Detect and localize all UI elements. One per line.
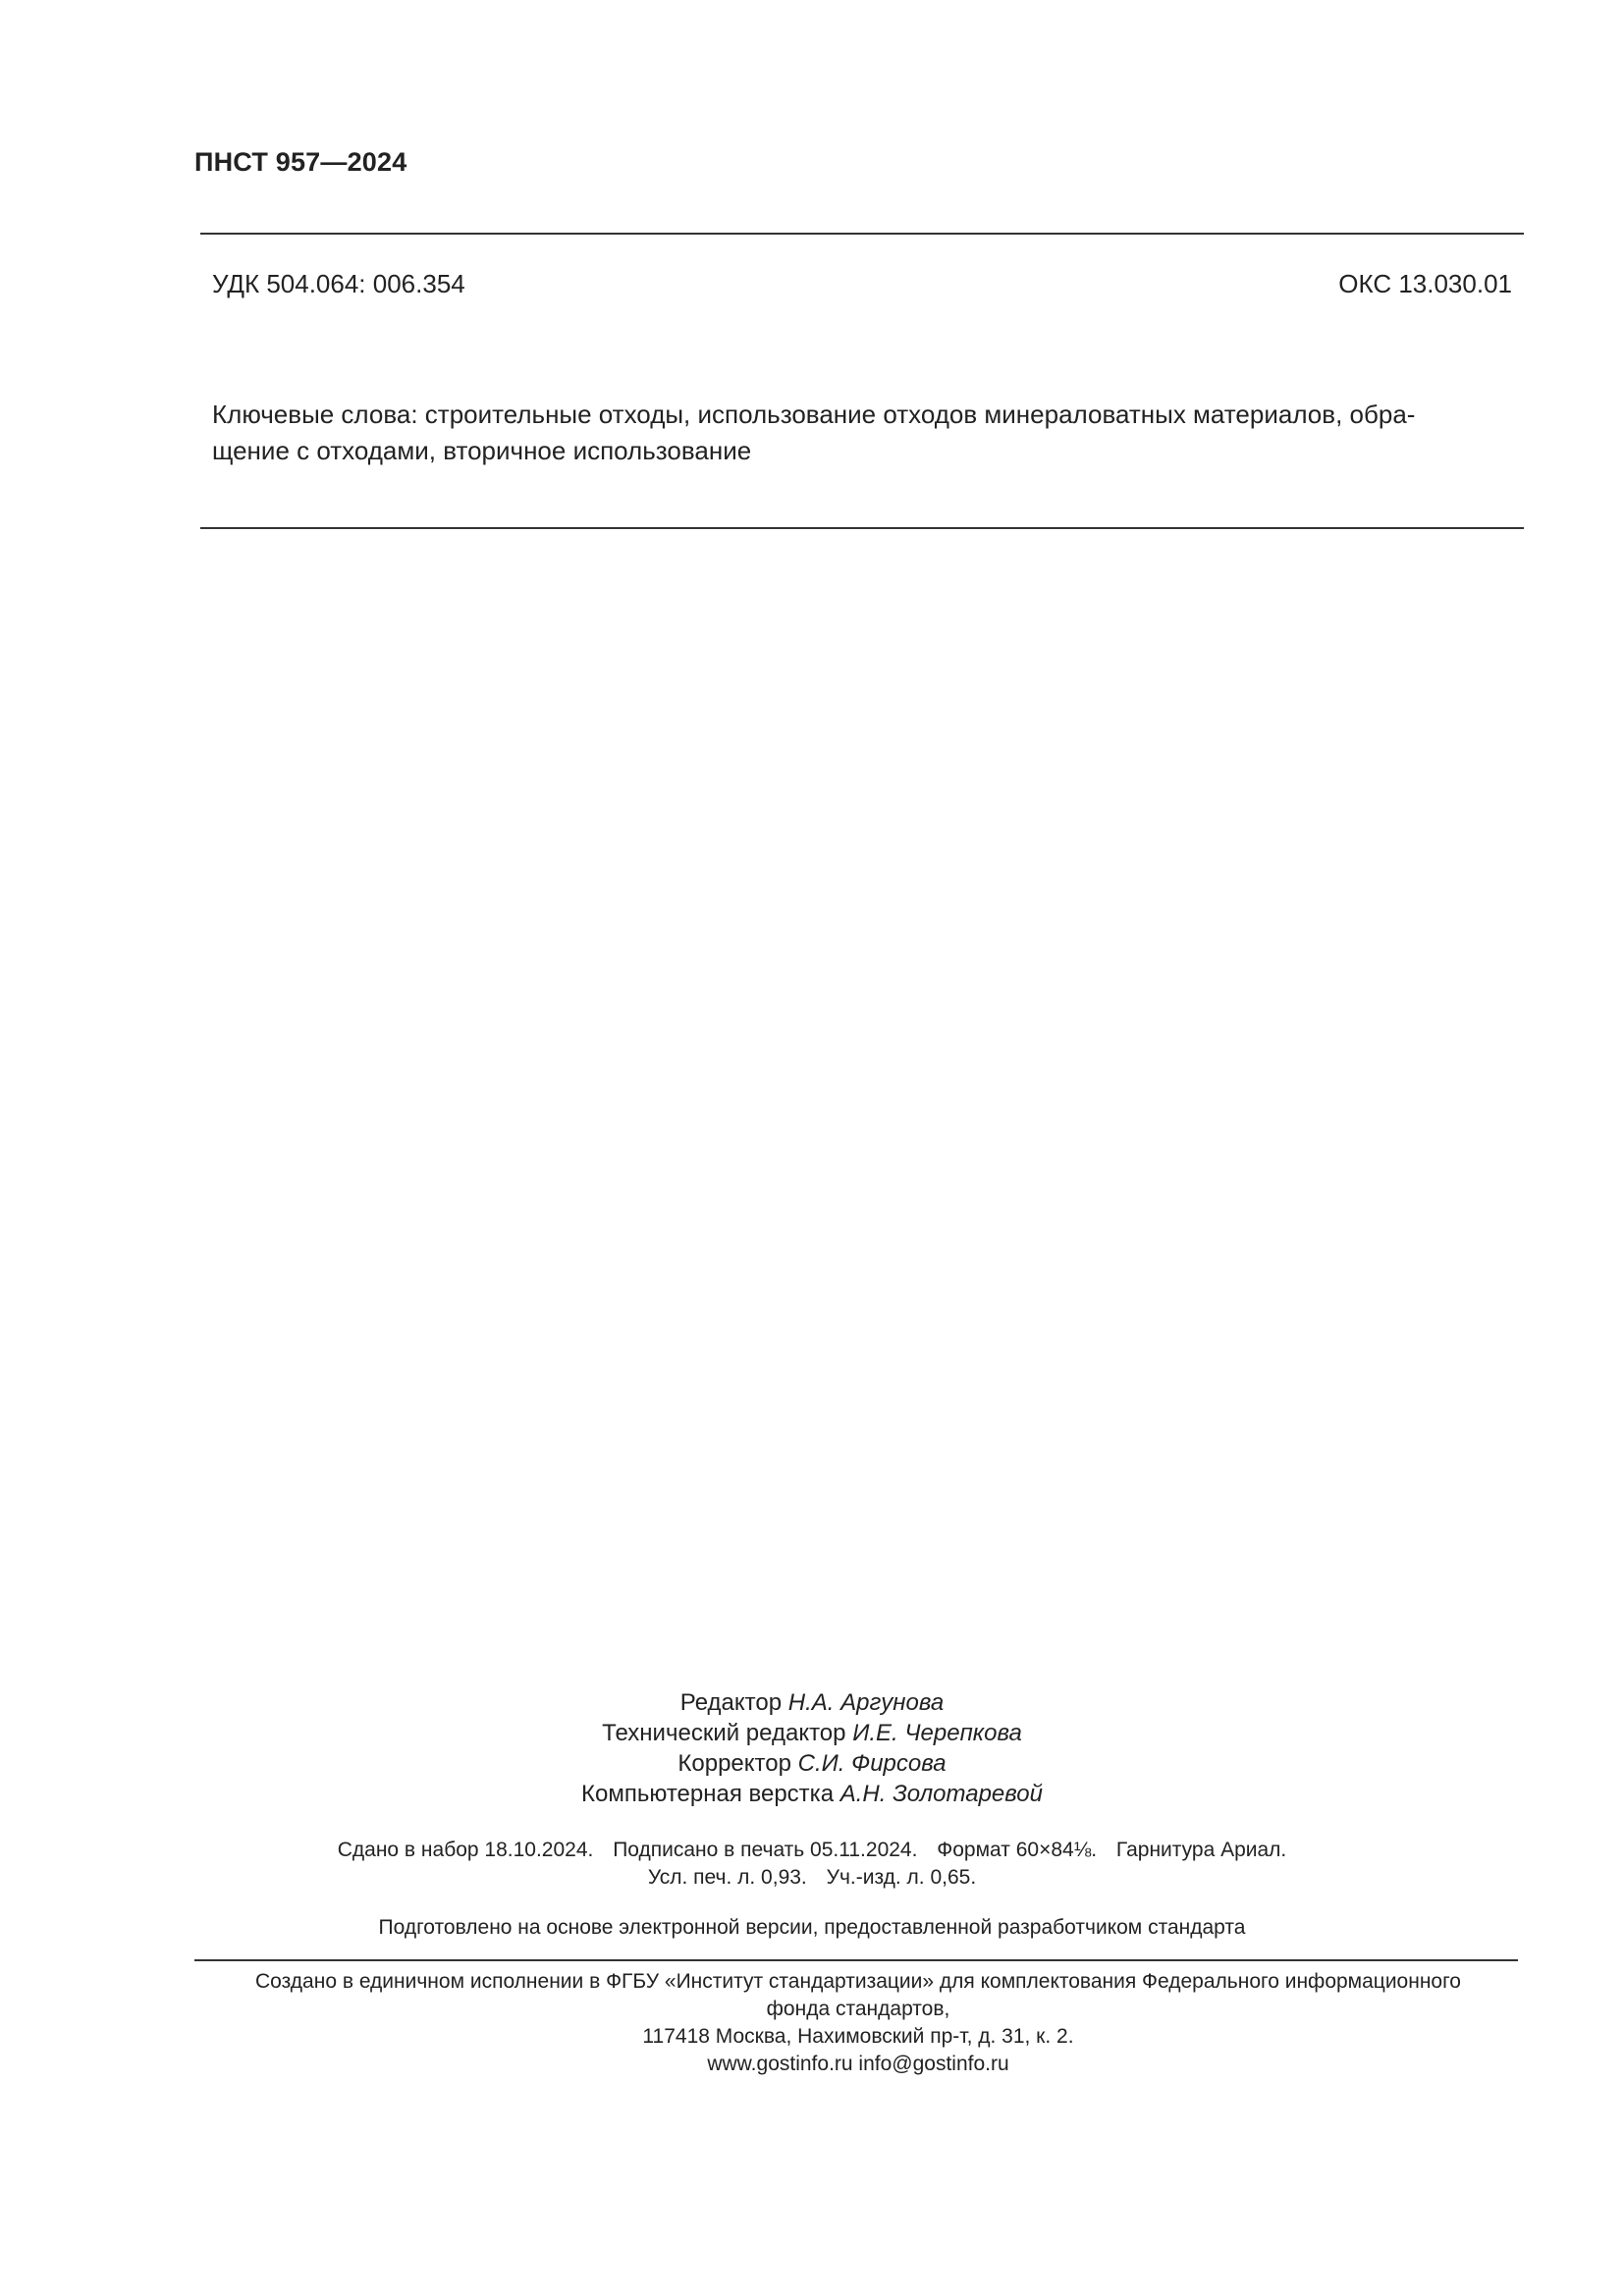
- keywords-paragraph: [212, 397, 1518, 469]
- imprint-details: [0, 1837, 1624, 1892]
- print-sheets: Усл. печ. л. 0,93.: [647, 1866, 807, 1889]
- bottom-divider: [194, 1959, 1518, 1961]
- layout-role: Компьютерная верстка: [581, 1781, 835, 1807]
- document-code: ПНСТ 957—2024: [194, 147, 407, 177]
- prepared-note: Подготовлено на основе электронной версии, предоставленной разработчиком стандарта: [378, 1916, 1246, 1939]
- imprint-line-1: [0, 1837, 1624, 1864]
- signed-date: Подписано в печать 05.11.2024.: [613, 1839, 918, 1861]
- editor-name: Н.А. Аргунова: [787, 1689, 945, 1716]
- publisher-info: [200, 1968, 1516, 2078]
- proofreader-name: С.И. Фирсова: [797, 1750, 947, 1777]
- website-link[interactable]: www.gostinfo.ru: [707, 2053, 853, 2075]
- keywords-line-1: Ключевые слова: строительные отходы, использование отходов минераловатных материалов, обра-: [212, 400, 1416, 429]
- staff-credits: [0, 1687, 1624, 1809]
- paper-format: Формат 60×84⅛.: [937, 1839, 1098, 1861]
- editor-line: [0, 1687, 1624, 1718]
- tech-editor-line: [0, 1718, 1624, 1748]
- publisher-line-2: фонда стандартов,: [766, 1998, 950, 2020]
- tech-editor-role: Технический редактор: [602, 1720, 846, 1746]
- submitted-date: Сдано в набор 18.10.2024.: [337, 1839, 594, 1861]
- editor-role: Редактор: [679, 1689, 783, 1716]
- layout-line: [0, 1779, 1624, 1809]
- publisher-line-1: Создано в единичном исполнении в ФГБУ «Институт стандартизации» для комплектования Федерального информационного: [255, 1970, 1461, 1993]
- publisher-sheets: Уч.-изд. л. 0,65.: [826, 1866, 977, 1889]
- typeface: Гарнитура Ариал.: [1115, 1839, 1287, 1861]
- udc-code: УДК 504.064: 006.354: [212, 269, 465, 298]
- imprint-line-2: [0, 1864, 1624, 1892]
- layout-name: А.Н. Золотаревой: [839, 1781, 1043, 1807]
- proofreader-role: Корректор: [677, 1750, 791, 1777]
- email-link[interactable]: info@gostinfo.ru: [858, 2053, 1009, 2075]
- middle-divider: [200, 527, 1524, 529]
- tech-editor-name: И.Е. Черепкова: [852, 1720, 1022, 1746]
- proofreader-line: [0, 1748, 1624, 1779]
- publisher-address: 117418 Москва, Нахимовский пр-т, д. 31, к. 2.: [642, 2025, 1074, 2048]
- top-divider: [200, 233, 1524, 235]
- oks-code: ОКС 13.030.01: [1338, 269, 1512, 298]
- publisher-contacts: [200, 2051, 1516, 2078]
- keywords-line-2: щение с отходами, вторичное использование: [212, 436, 752, 465]
